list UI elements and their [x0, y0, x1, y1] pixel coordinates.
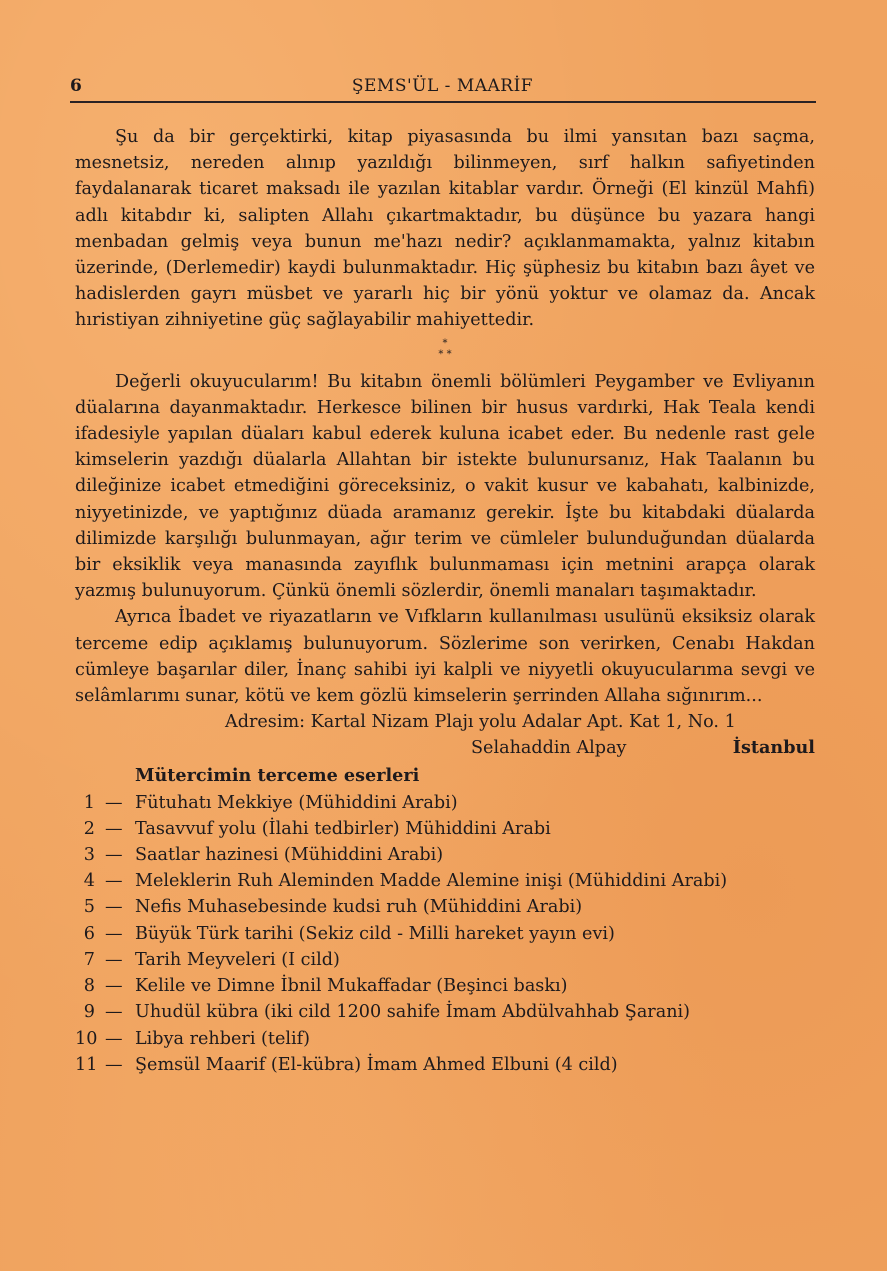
item-number: 9	[83, 1002, 95, 1023]
item-number: 7	[83, 949, 95, 970]
item-dash: —	[105, 1002, 123, 1023]
item-dash: —	[105, 818, 123, 839]
author-city: İstanbul	[732, 737, 815, 759]
item-title: Fütuhatı Mekkiye (Mühiddini Arabi)	[135, 792, 458, 813]
paragraph-3: Ayrıca İbadet ve riyazatların ve Vıfkların kullanılması usulünü eksiksiz olarak terceme edip açıklamış bulunuyorum. Sözlerime son verirken, Cenabı Hakdan cümleye başarılar diler, İnanç sahibi iyi kalpli ve niyyetli okuyucularıma sevgi ve selâmlarımı sunar, kötü ve kem gözlü kimselerin şerrinden Allaha sığınırım...	[75, 607, 815, 707]
item-title: Kelile ve Dimne İbnil Mukaffadar (Beşinci baskı)	[135, 976, 568, 997]
item-dash: —	[105, 923, 123, 944]
list-item	[75, 1026, 815, 1052]
item-number: 5	[83, 897, 95, 918]
item-title: Libya rehberi (telif)	[135, 1028, 311, 1049]
list-item	[75, 999, 815, 1025]
separator-top-star: *	[442, 337, 448, 349]
item-title: Nefis Muhasebesinde kudsi ruh (Mühiddini Arabi)	[135, 897, 583, 918]
item-number: 1	[83, 792, 95, 813]
list-item	[75, 868, 815, 894]
works-list-title: Mütercimin terceme eserleri	[135, 765, 420, 787]
item-title: Saatlar hazinesi (Mühiddini Arabi)	[135, 845, 444, 866]
signature-line	[75, 735, 815, 761]
list-item	[75, 1052, 815, 1078]
item-number: 3	[83, 845, 95, 866]
item-title: Tarih Meyveleri (I cild)	[135, 949, 340, 970]
separator-bottom-stars: * *	[438, 348, 452, 360]
list-item	[75, 921, 815, 947]
item-title: Meleklerin Ruh Aleminden Madde Alemine inişi (Mühiddini Arabi)	[135, 871, 728, 892]
item-title: Şemsül Maarif (El-kübra) İmam Ahmed Elbuni (4 cild)	[135, 1054, 618, 1075]
item-dash: —	[105, 792, 123, 813]
item-number: 4	[83, 871, 95, 892]
item-title: Tasavvuf yolu (İlahi tedbirler) Mühiddini Arabi	[135, 818, 551, 839]
item-dash: —	[105, 1054, 123, 1075]
list-item	[75, 947, 815, 973]
item-dash: —	[105, 897, 123, 918]
list-item	[75, 790, 815, 816]
header-rule	[70, 101, 816, 103]
list-item	[75, 816, 815, 842]
item-number: 11	[75, 1054, 98, 1075]
item-title: Uhudül kübra (iki cild 1200 sahife İmam Abdülvahhab Şarani)	[135, 1002, 691, 1023]
item-number: 10	[75, 1028, 98, 1049]
item-title: Büyük Türk tarihi (Sekiz cild - Milli hareket yayın evi)	[135, 923, 615, 944]
page-number: 6	[70, 76, 82, 96]
works-list	[75, 790, 815, 1078]
item-dash: —	[105, 949, 123, 970]
paragraph-2: Değerli okuyucularım! Bu kitabın önemli bölümleri Peygamber ve Evliyanın düalarına dayanmaktadır. Herkesce bilinen bir husus vardırki, Hak Teala kendi ifadesiyle yapılan düaları kabul ederek kuluna icabet eder. Bu nedenle rast gele kimselerin yazdığı düalarla Allahtan bir istekte bulunursanız, Hak Taalanın bu dileğinize icabet etmediğini göreceksiniz, o vakit kusur ve kabahatı, kalbinizde, niyyetinizde, ve yaptığınız düada aramanız gerekir. İşte bu kitabdaki düalarda dilimizde karşılığı bulunmayan, ağır terim ve cümleler bulunduğundan düalarda bir eksiklik veya manasında zayıflık bulunmaması için metnini arapça olarak yazmış bulunuyorum. Çünkü önemli sözlerdir, önemli manaları taşımaktadır.	[75, 371, 815, 602]
author-address: Adresim: Kartal Nizam Plajı yolu Adalar Apt. Kat 1, No. 1	[225, 712, 736, 733]
section-separator	[75, 338, 815, 360]
page-header	[70, 76, 815, 102]
item-dash: —	[105, 845, 123, 866]
item-number: 6	[83, 923, 95, 944]
list-item	[75, 894, 815, 920]
item-dash: —	[105, 1028, 123, 1049]
item-number: 8	[83, 976, 95, 997]
item-number: 2	[83, 818, 95, 839]
item-dash: —	[105, 976, 123, 997]
paragraph-1: Şu da bir gerçektirki, kitap piyasasında bu ilmi yansıtan bazı saçma, mesnetsiz, nereden alınıp yazıldığı bilinmeyen, sırf halkın safiyetinden faydalanarak ticaret maksadı ile yazılan kitablar vardır. Örneği (El kinzül Mahfi) adlı kitabdır ki, salipten Allahı çıkartmaktadır, bu düşünce bu yazara hangi menbadan gelmiş veya bunun me'hazı nedir? açıklanmamakta, yalnız kitabın üzerinde, (Derlemedir) kaydi bulunmaktadır. Hiç şüphesiz bu kitabın bazı âyet ve hadislerden gayrı müsbet ve yararlı hiç bir yönü yoktur ve olamaz da. Ancak hıristiyan zihniyetine güç sağlayabilir mahiyettedir.	[75, 127, 815, 331]
list-item	[75, 842, 815, 868]
running-title: ŞEMS'ÜL - MAARİF	[351, 76, 534, 96]
page-body	[75, 124, 815, 1078]
author-name: Selahaddin Alpay	[471, 738, 627, 759]
item-dash: —	[105, 871, 123, 892]
list-item	[75, 973, 815, 999]
